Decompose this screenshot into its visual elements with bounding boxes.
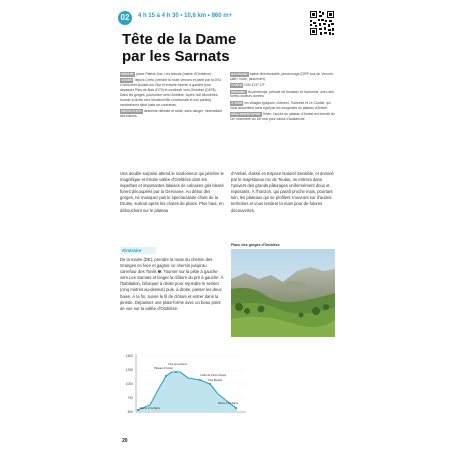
profile-label: Mairie d'Ombléze [140,407,161,410]
info-text: place Patrick Dac, Les Arbods (mairie d'Ombléze). [136,72,212,76]
itinerary-heading [120,247,156,254]
info-text: depuis Crest, prendre la route Vercors et partir par la D93. Contourner Aouste-sur-Sye et ensuite tourner à gauche pour dépasser Plan-de-Baix (D70) et continuer vers Ombléze (D578). Dans les gorges, poursuivre vers Ombléze. Après huit kilomètres, tourner à droite vers Moulins/Ville communale et son parking randonneurs situé juste en contrebas. [120,78,222,107]
guide-page [118,0,340,458]
info-row [230,112,336,122]
profile-point [209,383,211,385]
y-tick: 500 [127,410,133,414]
info-row [230,83,336,88]
landscape-photo [231,249,335,337]
photo-caption: Flanc des gorges d'Ombléze [231,243,280,247]
page-number: 20 [122,438,128,444]
info-text: balise directionnelle, jaune/rouge (GRP tour du Vercors, cairn, route, jaune/vert). [230,72,334,81]
profile-label: Plateau d'Ambel [154,367,173,370]
profile-point [199,379,201,381]
profile-point [175,371,177,373]
profile-point [165,375,167,377]
info-row [120,109,222,119]
route-stats: 4 h 15 à 4 h 30 • 10,6 km • 860 m+ [138,13,233,19]
profile-label: Collet de Pierre Rouge [200,374,227,377]
info-tag: CARTE [231,83,243,88]
practical-info-right [230,72,336,123]
y-tick: 1250 [125,368,133,372]
route-number-badge: 02 [118,11,132,25]
route-header [118,11,308,25]
info-tag: ACCÈS [121,78,133,83]
info-tag: DÉPART [121,72,134,76]
profile-label: Tête de la Dame [168,363,188,366]
profile-point [235,407,237,409]
y-tick: 1500 [125,354,133,358]
info-row [230,90,336,100]
info-tag: RÉGLEMENTATION [231,111,261,116]
route-title-line1: Tête de la Dame [122,31,237,48]
info-row [120,72,222,77]
info-row [230,72,336,82]
info-tag: DIFFICULTÉS [121,109,142,114]
profile-label: Tête Baudel [208,379,222,382]
profile-label: Mairie d'Ombléze [218,402,239,405]
info-text: descente délicate et raide, sans danger, nécessitant des bâtons. [120,109,222,119]
info-text: l'hiver, l'accès du plateau d'Ambel est interdit du 1er novembre au 1er mai pour cause d'avalanche. [230,111,335,121]
qr-code[interactable] [309,10,335,36]
itinerary-text: De la mairie (DE), prendre la route du chemin des Granges en face et gagner ce chemin jusqu'au carrefour des Tonils ❶. Tourner sur la piste à gauche vers Les Sarnats et longer la clôture du pré à gauche. À l'habitation, bifurquer à droite pour rejoindre le sentier (cinq mètres au-dessus) puis, à droite, passer les deux haies. À la fin, suivre le fil de clôture et entrer dans la pinède. Dépassez une plate-forme avec un beau point de vue sur la vallée d'Ombléze. [120,257,224,311]
info-row [230,101,336,111]
intro-text-left: Une double surprise attend le randonneur qui pénètre le magnifique et étroite vallée d'Ombléze dont les superbes et imposantes falaises de calcaires gris bleuté furent découpées par la Gervanne. Au début des gorges, ne manquez pas le spectaculaire chute de la Druise, surtout après les chutes de pluies. Plus haut, en débouchant sur le plateau [120,171,224,213]
route-title-line2: par les Sarnats [122,48,230,65]
route-title [122,31,302,65]
y-tick: 1000 [125,382,133,386]
info-text: IGN 3137 OT [244,83,265,88]
profile-point [137,409,139,411]
info-tag: BALISAGE [231,72,248,76]
info-text: les villages typiques, d'Ambel, Tubleinel et Le Cordiel, qui vous accueillent sans égal par les écogestes du plateau d'Ambel. [230,100,331,110]
info-tag: À VOIR [231,100,243,105]
info-tag: PÉRIODE [231,89,246,94]
practical-info-left [120,72,222,120]
info-row [120,78,222,107]
y-tick: 750 [127,396,133,400]
info-text: du printemps, période de floraison et l'automne, avec des forêts couleurs dorées. [230,89,334,99]
intro-text-right: d'Ambel, classé en Espace Naturel Sensible, et dominé par le majestueux roc de Toulau, on entrera dans l'univers des grands pâturages uniformément doux et reposants. À l'horizon, qui paraît proche mais, pourtant loin, les plateaux qui se profilent s'ouvrant sur d'autres territoires et vous tendent la main pour de futures découvertes. [231,171,334,213]
elevation-profile [118,350,248,422]
itinerary-heading-label: Itinéraire [122,248,142,253]
